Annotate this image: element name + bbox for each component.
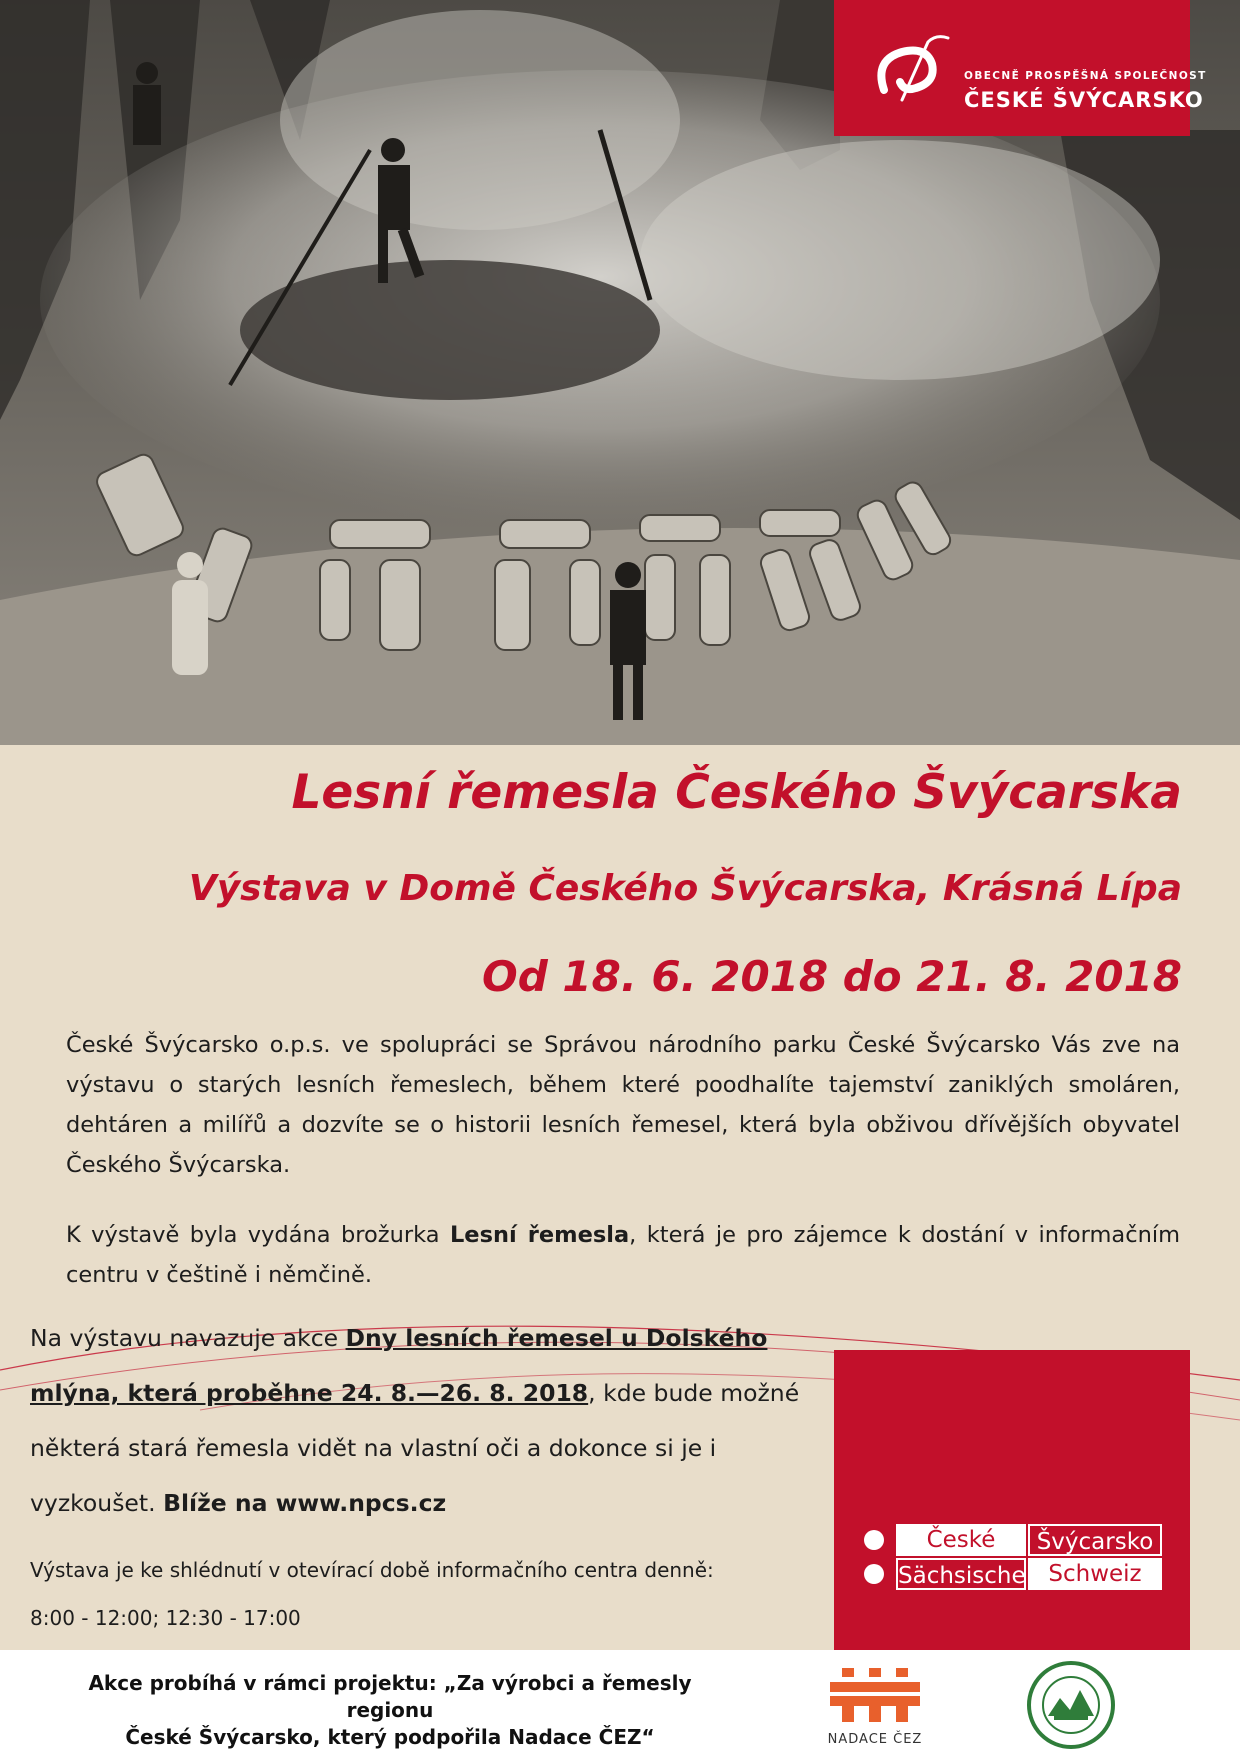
organization-mark-icon xyxy=(866,30,956,110)
event-link[interactable]: Dny lesních řemesel u Dolského mlýna, která proběhne 24. 8.—26. 8. 2018 xyxy=(30,1324,768,1407)
organization-logo[interactable] xyxy=(834,0,1207,136)
region-label-sachsische: Sächsische xyxy=(896,1558,1026,1590)
event-text-after: , kde bude možné některá stará řemesla vidět na vlastní oči a dokonce si je i vyzkoušet. xyxy=(30,1379,800,1517)
event-paragraph xyxy=(30,1311,830,1531)
footer-line-2: České Švýcarsko, který podpořila Nadace ČEZ“ xyxy=(125,1725,655,1749)
brochure-title: Lesní řemesla xyxy=(449,1222,630,1248)
region-label-schweiz: Schweiz xyxy=(1028,1558,1162,1590)
page-subtitle: Výstava v Domě Českého Švýcarska, Krásná Lípa xyxy=(188,868,1182,909)
nadace-cez-logo xyxy=(820,1662,930,1750)
opening-hours-label: Výstava je ke shlédnutí v otevírací době informačního centra denně: xyxy=(30,1558,714,1582)
region-label-svycarsko: Švýcarsko xyxy=(1028,1524,1162,1556)
region-dot-bottom xyxy=(864,1564,884,1584)
organization-name: ČESKÉ ŠVÝCARSKO xyxy=(964,88,1204,112)
region-label-ceske: České xyxy=(896,1524,1026,1556)
organization-name-small: OBECNĚ PROSPĚŠNÁ SPOLEČNOST xyxy=(964,70,1207,82)
region-logo xyxy=(834,1350,1190,1650)
nadace-cez-label: NADACE ČEZ xyxy=(827,1732,923,1747)
event-text-before: Na výstavu navazuje akce xyxy=(30,1324,346,1352)
footer-line-1: Akce probíhá v rámci projektu: „Za výrobci a řemesly regionu xyxy=(88,1671,692,1722)
exhibition-dates: Od 18. 6. 2018 do 21. 8. 2018 xyxy=(482,952,1182,1001)
intro-paragraph: České Švýcarsko o.p.s. ve spolupráci se Správou národního parku České Švýcarsko Vás zve na výstavu o starých lesních řemeslech, během které poodhalíte tajemství zaniklých smoláren, dehtáren a milířů a dozvíte se o historii lesních řemesel, která byla obživou dřívějších obyvatel Českého Švýcarska. xyxy=(66,1032,1180,1178)
page-title: Lesní řemesla Českého Švýcarska xyxy=(291,765,1182,820)
brochure-text-after: , která je pro zájemce k dostání v informačním centru v češtině i němčině. xyxy=(66,1222,1180,1288)
region-dot-top xyxy=(864,1530,884,1550)
website-link[interactable]: Blíže na www.npcs.cz xyxy=(163,1489,447,1517)
project-footer xyxy=(60,1670,720,1751)
opening-hours-value: 8:00 - 12:00; 12:30 - 17:00 xyxy=(30,1606,301,1630)
national-park-seal-icon xyxy=(1026,1660,1116,1750)
brochure-text-before: K výstavě byla vydána brožurka xyxy=(66,1222,450,1248)
brochure-paragraph xyxy=(66,1215,1180,1295)
nadace-cez-icon xyxy=(820,1662,930,1728)
